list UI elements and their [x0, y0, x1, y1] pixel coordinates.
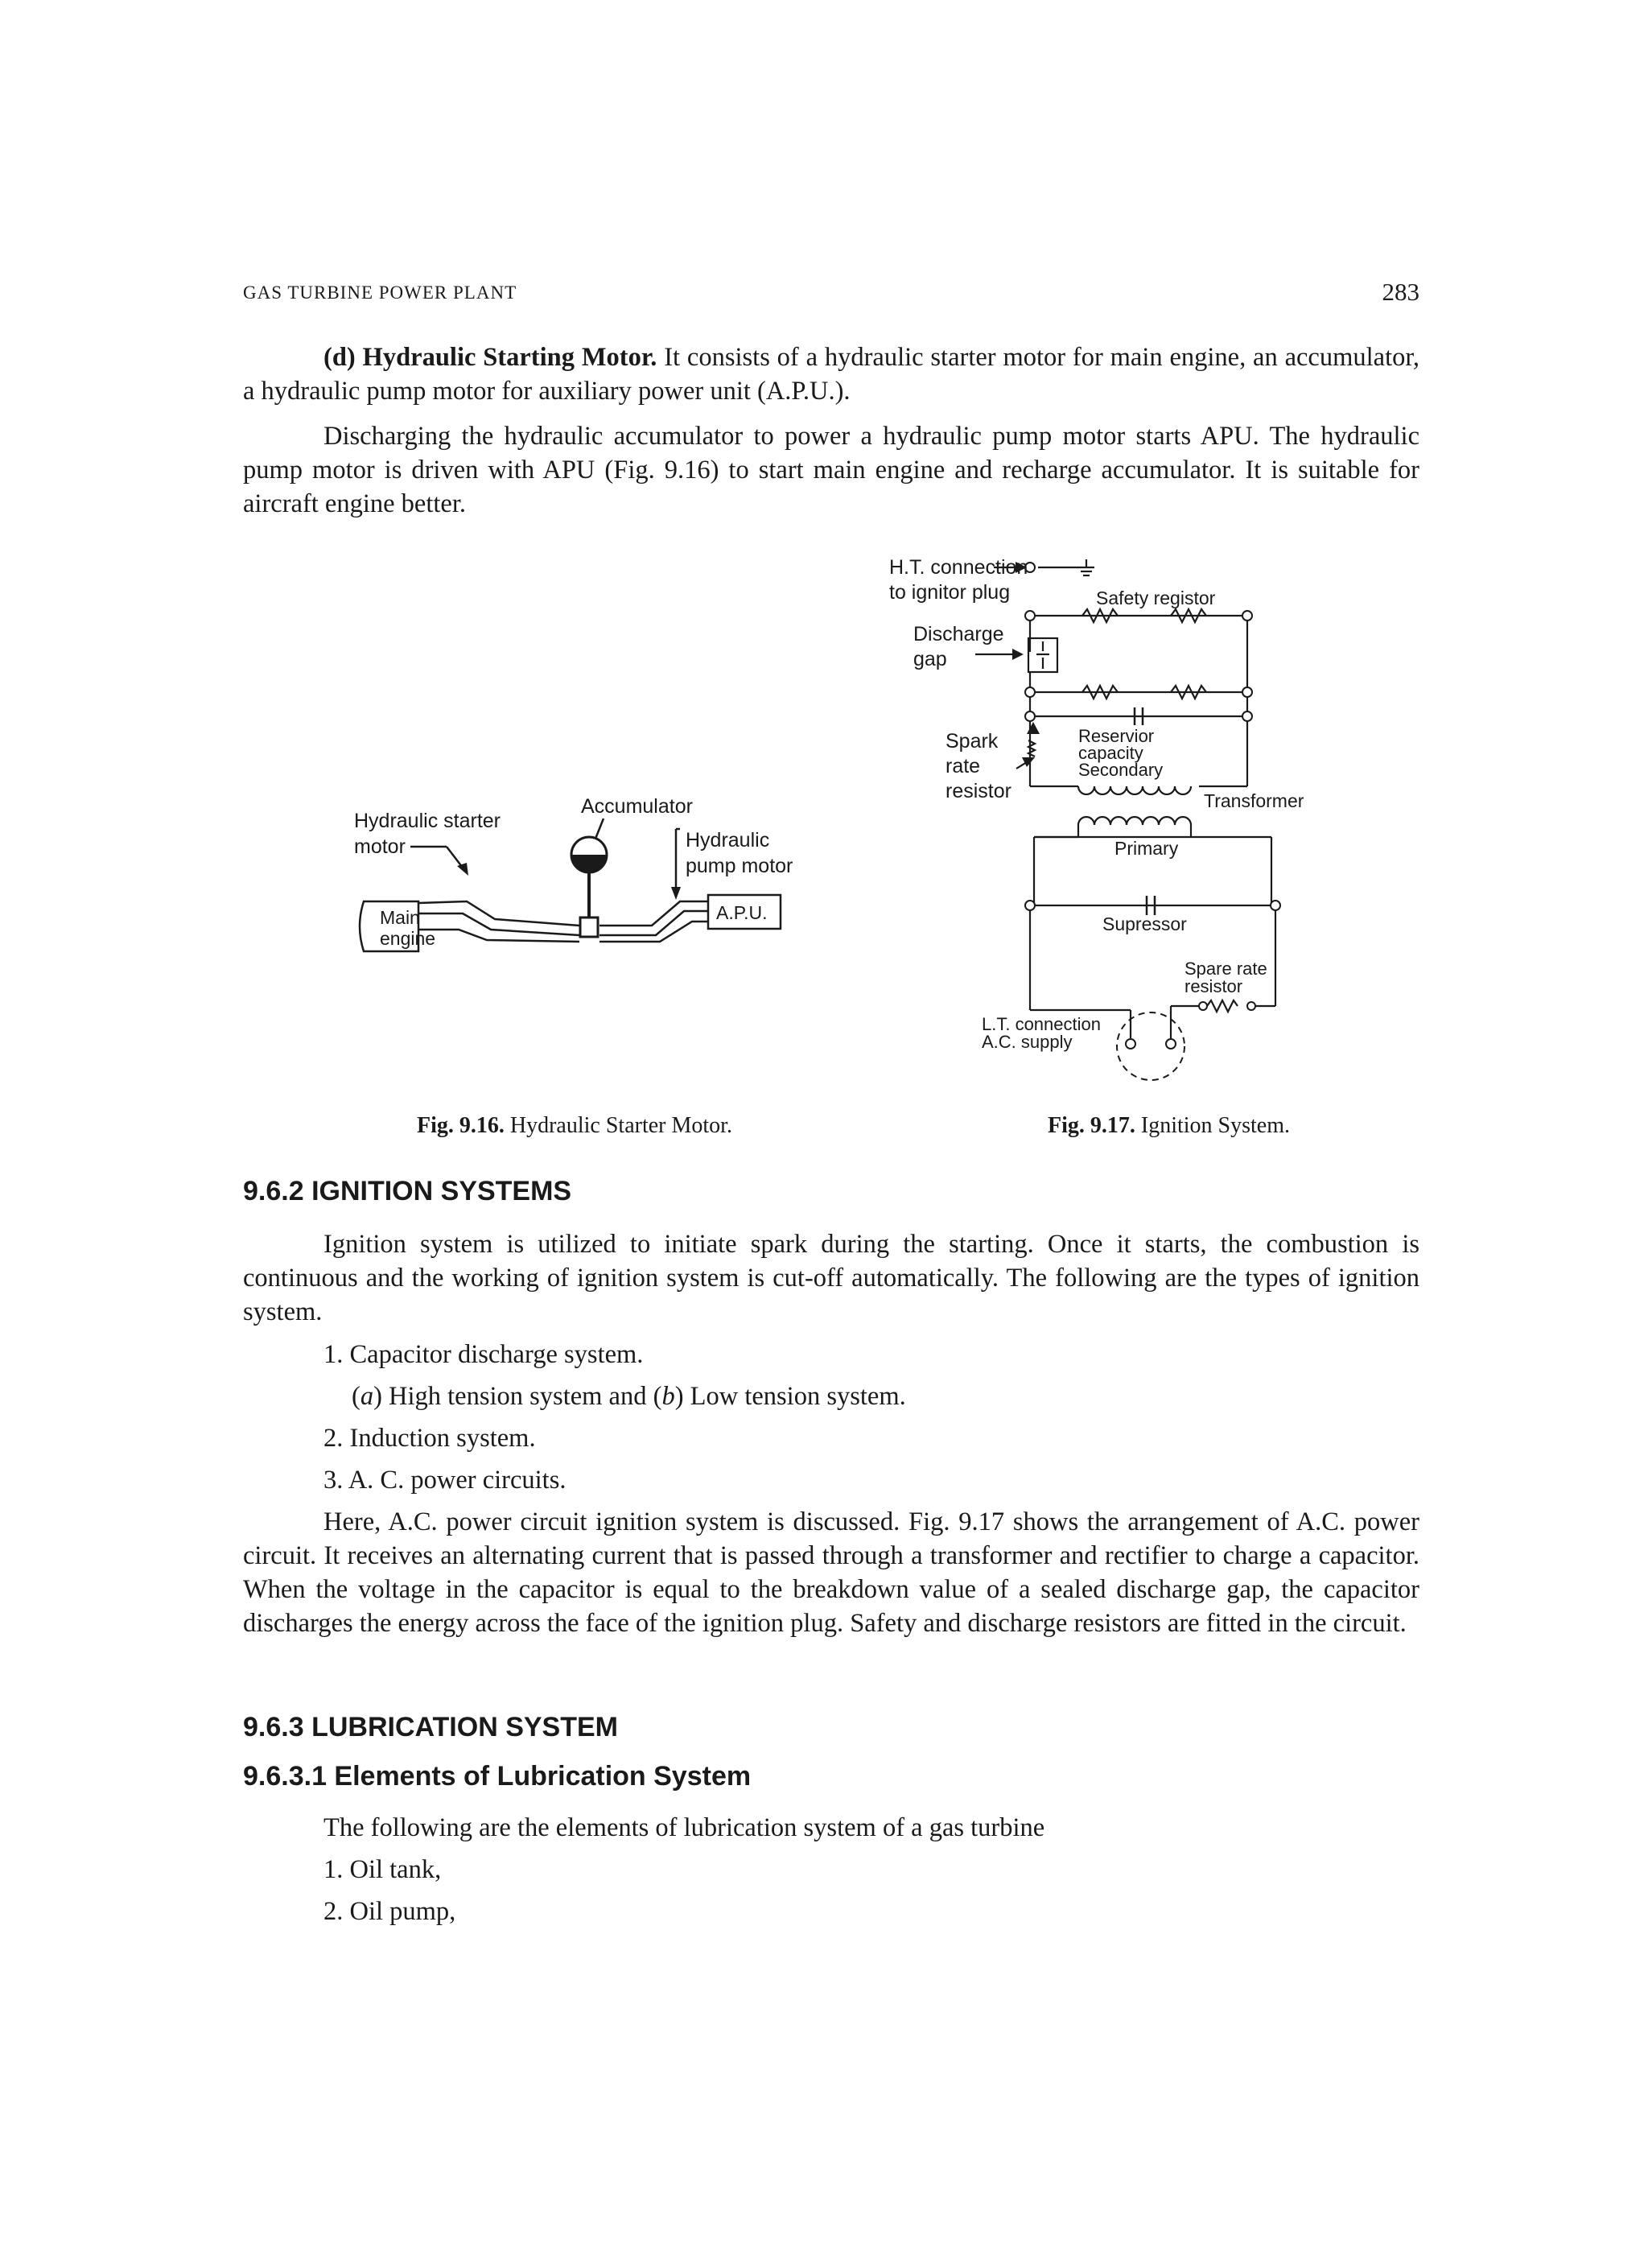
label-main: Main	[380, 907, 420, 928]
figure-ignition-system	[885, 551, 1320, 1087]
paragraph-hydraulic-starting-motor	[243, 340, 1419, 408]
list-item-oil-tank: 1. Oil tank,	[323, 1855, 442, 1884]
label-lt-connection: L.T. connection	[982, 1014, 1101, 1034]
apu-block	[708, 895, 781, 929]
paragraph-ac-power-circuit: Here, A.C. power circuit ignition system is discussed. Fig. 9.17 shows the arrangement of A.C. power circuit. It receives an alternating current that is passed through a transformer and rectifier to charge a capacitor. When the voltage in the capacitor is equal to the breakdown value of a sealed discharge gap, the capacitor discharges the energy across the face of the ignition plug. Safety and discharge resistors are fitted in the circuit.	[243, 1507, 1419, 1638]
label-reservior: Reservior	[1078, 726, 1155, 746]
heading-lubrication-system: 9.6.3 LUBRICATION SYSTEM	[243, 1712, 618, 1742]
list-item-oil-pump: 2. Oil pump,	[323, 1897, 456, 1926]
accumulator-sphere	[571, 837, 607, 937]
label-resistor: resistor	[946, 780, 1011, 802]
label-engine: engine	[380, 928, 436, 949]
label-motor: motor	[354, 835, 406, 858]
label-rate: rate	[946, 755, 981, 777]
paragraph-lead: (d) Hydraulic Starting Motor.	[323, 343, 657, 372]
list-text-a: ) High tension system and (	[373, 1382, 662, 1411]
list-item-ac-power: 3. A. C. power circuits.	[323, 1466, 566, 1495]
list-text-b: ) Low tension system.	[674, 1382, 906, 1411]
caption-title: Ignition System.	[1135, 1113, 1291, 1138]
label-accumulator: Accumulator	[581, 795, 693, 818]
list-letter-a: a	[360, 1382, 374, 1411]
paragraph-lubrication-elements: The following are the elements of lubrication system of a gas turbine	[323, 1813, 1045, 1842]
caption-title: Hydraulic Starter Motor.	[504, 1113, 732, 1138]
transformer-coils	[1034, 786, 1191, 837]
list-item-tension: (a) High tension system and (b) Low tension system.	[352, 1382, 906, 1411]
label-ht-connection: H.T. connection	[889, 556, 1028, 579]
main-engine-block	[360, 901, 435, 951]
paragraph-ignition-intro: Ignition system is utilized to initiate spark during the starting. Once it starts, the combustion is continuous and the working of ignition system is cut-off automatically. The following are the types of ignition system.	[243, 1230, 1419, 1326]
page-header	[243, 278, 1419, 310]
label-transformer: Transformer	[1204, 790, 1304, 811]
list-letter-b: b	[661, 1382, 675, 1411]
running-head: GAS TURBINE POWER PLANT	[243, 282, 517, 303]
list-item-induction: 2. Induction system.	[323, 1424, 536, 1453]
label-spare-resistor: resistor	[1184, 976, 1243, 996]
ground-symbol	[1078, 559, 1094, 575]
caption-number: Fig. 9.16.	[417, 1113, 505, 1138]
label-discharge: Discharge	[913, 623, 1004, 645]
label-primary: Primary	[1114, 838, 1179, 859]
label-pump-motor: pump motor	[686, 855, 793, 877]
label-spark: Spark	[946, 730, 999, 753]
label-hydraulic-starter: Hydraulic starter	[354, 810, 501, 832]
label-capacity: capacity	[1078, 743, 1143, 763]
caption-fig-9-17	[1048, 1113, 1290, 1139]
label-spare-rate: Spare rate	[1184, 959, 1267, 979]
label-hydraulic: Hydraulic	[686, 829, 770, 852]
figure-hydraulic-starter-motor	[338, 781, 821, 974]
caption-number: Fig. 9.17.	[1048, 1113, 1135, 1138]
hydraulic-piping	[418, 901, 708, 942]
caption-fig-9-16	[417, 1113, 732, 1139]
paragraph-body: It consists of a hydraulic starter motor for main engine, an accumulator, a hydraulic pump motor for auxiliary power unit (A.P.U.).	[243, 343, 1420, 406]
label-to-ignitor-plug: to ignitor plug	[889, 581, 1011, 604]
label-safety-registor: Safety registor	[1096, 588, 1216, 608]
label-secondary: Secondary	[1078, 760, 1164, 780]
label-gap: gap	[913, 648, 947, 670]
page-number: 283	[1382, 278, 1419, 306]
heading-ignition-systems: 9.6.2 IGNITION SYSTEMS	[243, 1176, 572, 1206]
label-ac-supply: A.C. supply	[982, 1032, 1073, 1052]
label-apu: A.P.U.	[716, 902, 768, 923]
heading-elements-lubrication: 9.6.3.1 Elements of Lubrication System	[243, 1761, 752, 1792]
paragraph-discharging: Discharging the hydraulic accumulator to power a hydraulic pump motor starts APU. The hydraulic pump motor is driven with APU (Fig. 9.16) to start main engine and recharge accumulator. It is suitable for aircraft engine better.	[243, 422, 1419, 518]
label-supressor: Supressor	[1102, 913, 1187, 934]
list-item-capacitor: 1. Capacitor discharge system.	[323, 1340, 644, 1369]
discharge-gap	[1028, 638, 1057, 672]
